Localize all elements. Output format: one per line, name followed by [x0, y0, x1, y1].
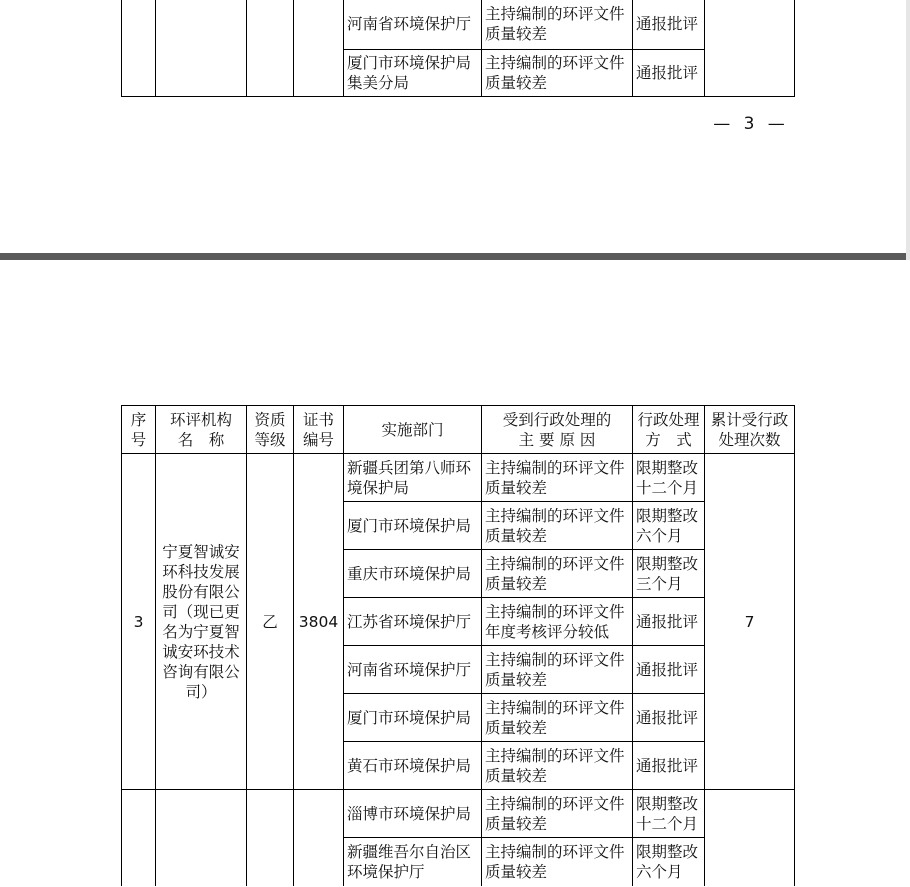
reason-cell: 主持编制的环评文件质量较差	[482, 550, 633, 598]
count-cell	[705, 790, 795, 886]
grade-cell	[247, 0, 294, 97]
action-cell: 限期整改六个月	[633, 838, 705, 886]
count-cell	[705, 0, 795, 97]
header-action: 行政处理 方 式	[633, 406, 705, 454]
action-cell: 通报批评	[633, 598, 705, 646]
reason-cell: 主持编制的环评文件年度考核评分较低	[482, 598, 633, 646]
header-cert: 证书 编号	[294, 406, 344, 454]
header-reason: 受到行政处理的 主 要 原 因	[482, 406, 633, 454]
header-department: 实施部门	[344, 406, 482, 454]
reason-cell: 主持编制的环评文件质量较差	[482, 838, 633, 886]
grade-cell: 乙	[247, 454, 294, 790]
cert-cell: 3804	[294, 454, 344, 790]
seq-cell	[122, 0, 156, 97]
reason-cell: 主持编制的环评文件质量较差	[482, 0, 633, 50]
page-number: — 3 —	[713, 114, 789, 134]
department-cell: 新疆维吾尔自治区环境保护厅	[344, 838, 482, 886]
action-cell: 限期整改六个月	[633, 502, 705, 550]
cert-cell	[294, 790, 344, 886]
org-cell	[156, 0, 247, 97]
reason-cell: 主持编制的环评文件质量较差	[482, 502, 633, 550]
department-cell: 厦门市环境保护局	[344, 694, 482, 742]
action-cell: 通报批评	[633, 50, 705, 97]
header-count: 累计受行政 处理次数	[705, 406, 795, 454]
previous-page-table	[121, 0, 795, 97]
action-cell: 限期整改十二个月	[633, 790, 705, 838]
cert-cell	[294, 0, 344, 97]
department-cell: 河南省环境保护厅	[344, 646, 482, 694]
header-grade: 资质 等级	[247, 406, 294, 454]
department-cell: 江苏省环境保护厅	[344, 598, 482, 646]
department-cell: 河南省环境保护厅	[344, 0, 482, 50]
header-org: 环评机构 名 称	[156, 406, 247, 454]
reason-cell: 主持编制的环评文件质量较差	[482, 454, 633, 502]
previous-page-fragment	[0, 0, 910, 253]
page-divider	[0, 253, 910, 260]
table-header-row	[122, 406, 795, 454]
table-row	[122, 454, 795, 502]
penalty-table	[121, 405, 795, 886]
reason-cell: 主持编制的环评文件质量较差	[482, 742, 633, 790]
current-page-fragment	[0, 260, 906, 887]
reason-cell: 主持编制的环评文件质量较差	[482, 646, 633, 694]
department-cell: 新疆兵团第八师环境保护局	[344, 454, 482, 502]
department-cell: 淄博市环境保护局	[344, 790, 482, 838]
department-cell: 厦门市环境保护局	[344, 502, 482, 550]
department-cell: 重庆市环境保护局	[344, 550, 482, 598]
department-cell: 厦门市环境保护局集美分局	[344, 50, 482, 97]
action-cell: 通报批评	[633, 694, 705, 742]
reason-cell: 主持编制的环评文件质量较差	[482, 694, 633, 742]
seq-cell	[122, 790, 156, 886]
header-seq: 序 号	[122, 406, 156, 454]
action-cell: 通报批评	[633, 742, 705, 790]
count-cell: 7	[705, 454, 795, 790]
reason-cell: 主持编制的环评文件质量较差	[482, 50, 633, 97]
action-cell: 限期整改三个月	[633, 550, 705, 598]
table-row	[122, 790, 795, 838]
org-cell	[156, 790, 247, 886]
action-cell: 通报批评	[633, 646, 705, 694]
action-cell: 通报批评	[633, 0, 705, 50]
table-row	[122, 0, 795, 50]
scroll-edge	[906, 0, 910, 260]
reason-cell: 主持编制的环评文件质量较差	[482, 790, 633, 838]
grade-cell	[247, 790, 294, 886]
org-cell: 宁夏智诚安环科技发展股份有限公司（现已更名为宁夏智诚安环技术咨询有限公司）	[156, 454, 247, 790]
seq-cell: 3	[122, 454, 156, 790]
department-cell: 黄石市环境保护局	[344, 742, 482, 790]
action-cell: 限期整改十二个月	[633, 454, 705, 502]
